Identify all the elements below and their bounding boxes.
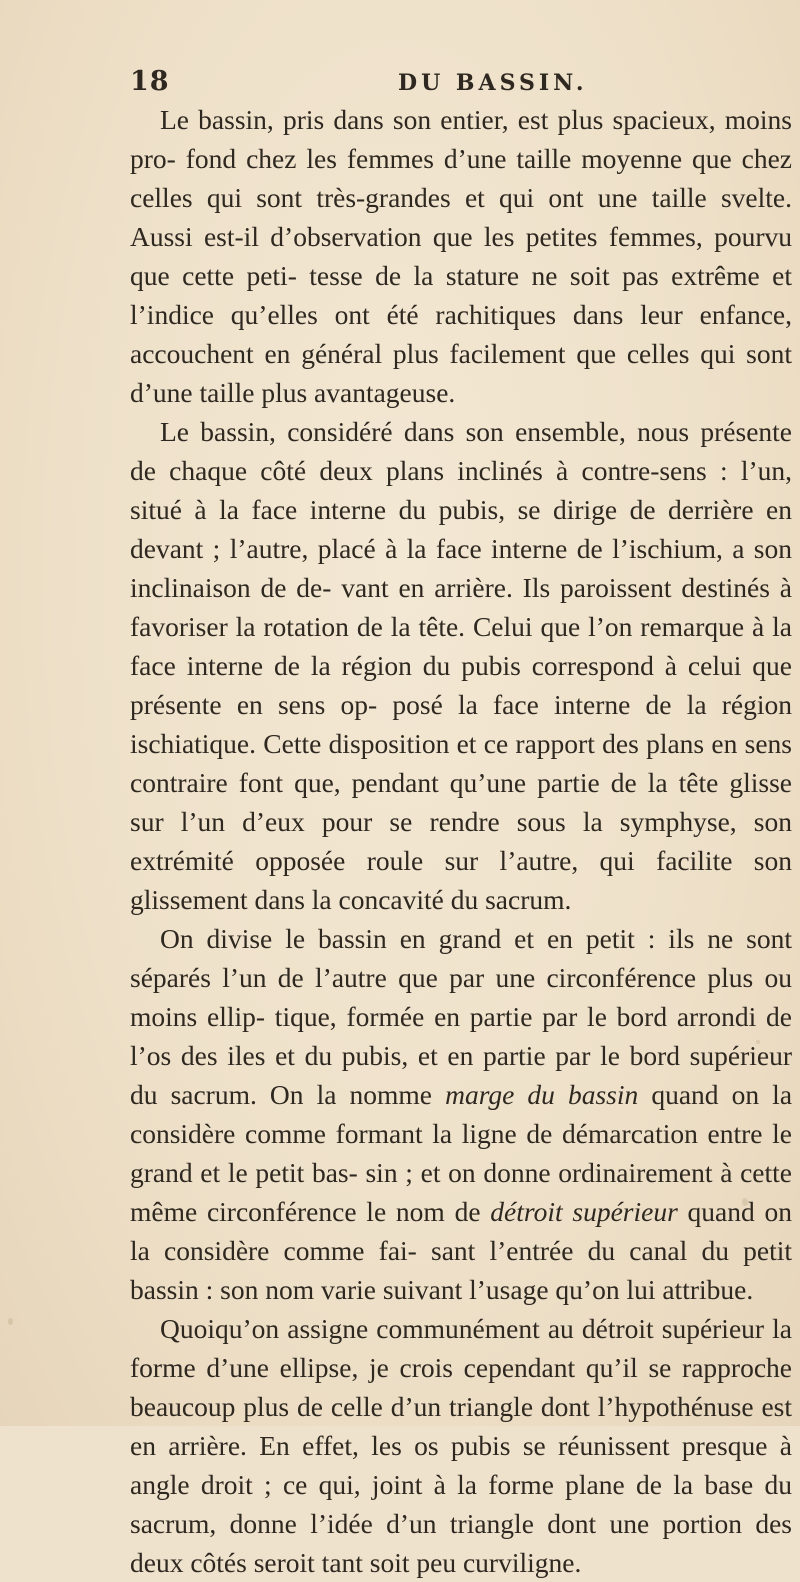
paragraph-text: quand on la considère comme formant la ligne de démarcation entre le grand et le petit bas- sin ; et on donne ordinairement à cette même circonférence le nom de (130, 1079, 793, 1227)
paragraph-text: On divise le bassin en grand et en petit : ils ne sont séparés l’un de l’autre que par une circonférence plus ou moins ellip- tique, formée en partie par le bord arrondi de l’os des iles et du pubis, et en partie par le bord supérieur du sacrum. On la nomme (130, 923, 792, 1110)
body-text (130, 100, 792, 1582)
running-head: DU BASSIN. (398, 70, 588, 96)
italic-term: marge du bassin (445, 1079, 639, 1110)
paragraph (130, 919, 792, 1309)
paragraph: Le bassin, considéré dans son ensemble, nous présente de chaque côté deux plans inclinés à contre-sens : l’un, situé à la face interne du pubis, se dirige de derrière en devant ; l’autre, placé à la face interne de l’ischium, a son inclinaison de de- vant en arrière. Ils paroissent destinés à favoriser la rotation de la tête. Celui que l’on remarque à la face interne de la région du pubis correspond à celui que présente en sens op- posé la face interne de la région ischiatique. Cette disposition et ce rapport des plans en sens contraire font que, pendant qu’une partie de la tête glisse sur l’un d’eux pour se rendre sous la symphyse, son extrémité opposée roule sur l’autre, qui facilite son glissement dans la concavité du sacrum. (130, 416, 792, 915)
paragraph: Quoiqu’on assigne communément au détroit supérieur la forme d’une ellipse, je crois cependant qu’il se rapproche beaucoup plus de celle d’un triangle dont l’hypothénuse est en arrière. En effet, les os pubis se réunissent presque à angle droit ; ce qui, joint à la forme plane de la base du sacrum, donne l’idée d’un triangle dont une portion des deux côtés seroit tant soit peu curviligne. (130, 1313, 792, 1578)
italic-term: détroit supérieur (490, 1196, 678, 1227)
paragraph-text: quand on la considère comme fai- sant l’entrée du canal du petit bassin : son nom varie suivant l’usage qu’on lui attribue. (130, 1196, 793, 1305)
paragraph: Le bassin, pris dans son entier, est plus spacieux, moins pro- fond chez les femmes d’une taille moyenne que chez celles qui sont très-grandes et qui ont une taille svelte. Aussi est-il d’observation que les petites femmes, pourvu que cette peti- tesse de la stature ne soit pas extrême et l’indice qu’elles ont été rachitiques dans leur enfance, accouchent en général plus facilement que celles qui sont d’une taille plus avantageuse. (130, 104, 792, 408)
paper-stain (8, 1318, 13, 1325)
page-number: 18 (130, 66, 170, 97)
page-header (130, 66, 690, 98)
